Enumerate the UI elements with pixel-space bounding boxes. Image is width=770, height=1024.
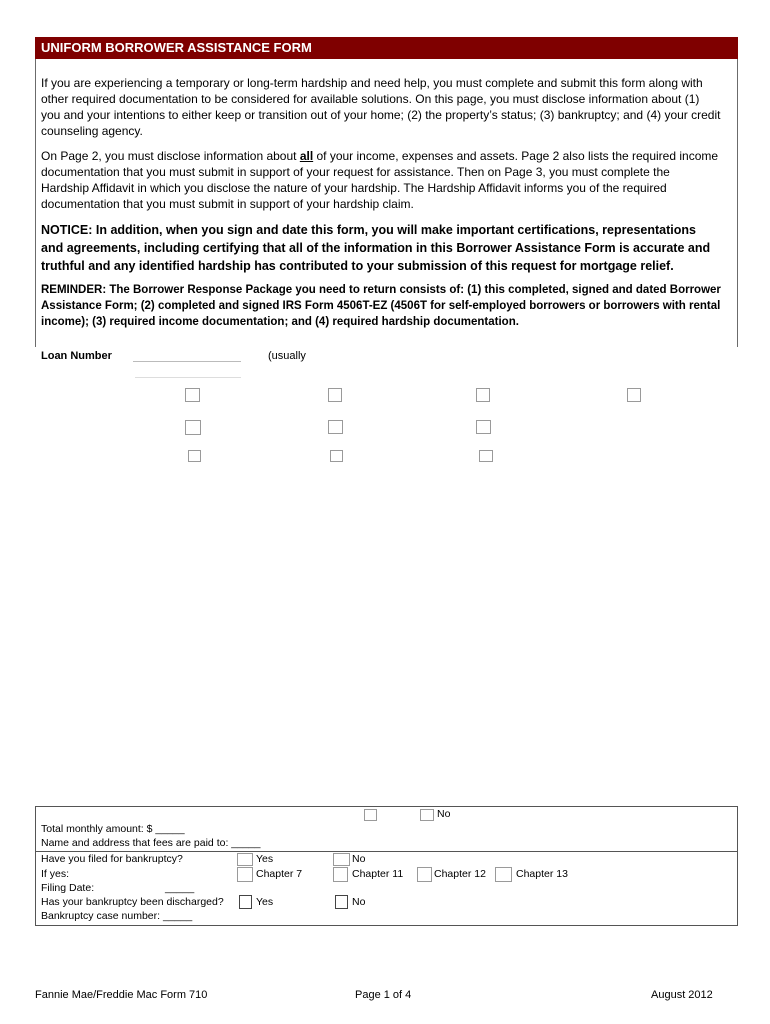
checkbox[interactable] — [330, 450, 343, 462]
form-identifier: Fannie Mae/Freddie Mac Form 710 — [35, 989, 208, 1001]
no-label: No — [437, 808, 451, 820]
case-number: Bankruptcy case number: _____ — [41, 910, 193, 922]
form-title: UNIFORM BORROWER ASSISTANCE FORM — [35, 37, 738, 59]
chapter11-label: Chapter 11 — [352, 868, 404, 880]
filing-date-label: Filing Date: — [41, 882, 95, 894]
checkbox[interactable] — [479, 450, 493, 462]
chapter12-label: Chapter 12 — [434, 868, 486, 880]
discharged-yes-checkbox[interactable] — [239, 895, 252, 909]
checkbox[interactable] — [627, 388, 641, 402]
no-checkbox[interactable] — [420, 809, 434, 821]
checkbox[interactable] — [185, 388, 200, 402]
divider — [35, 851, 738, 852]
checkbox[interactable] — [364, 809, 377, 821]
filed-no-label: No — [352, 853, 366, 865]
loan-number-field-underline — [135, 377, 241, 378]
intro-paragraph-2: On Page 2, you must disclose information about all of your income, expenses and assets. Page 2 also lists the required income documentation that you must submit in support of your request for assistance. Then on Page 3, you must complete the Hardship Affidavit in which you disclose the nature of your hardship. The Hardship Affidavit informs you of the required documentation that you must submit in support of your hardship claim. — [41, 149, 719, 211]
filed-no-checkbox[interactable] — [333, 853, 350, 866]
filed-yes-checkbox[interactable] — [237, 853, 253, 866]
if-yes-label: If yes: — [41, 868, 70, 880]
checkbox[interactable] — [476, 420, 491, 434]
checkbox[interactable] — [188, 450, 201, 462]
page-number: Page 1 of 4 — [355, 989, 412, 1001]
checkbox[interactable] — [328, 420, 343, 434]
chapter13-label: Chapter 13 — [516, 868, 568, 880]
form-date: August 2012 — [651, 989, 713, 1001]
chapter13-checkbox[interactable] — [495, 867, 512, 882]
reminder-paragraph: REMINDER: The Borrower Response Package you need to return consists of: (1) this completed, signed and dated Borrower Assistance Form; (2) completed and signed IRS Form 4506T-EZ (4506T for self-employed borrowers or borrowers with rental income); (3) required income documentation; and (4) required hardship documentation. — [41, 284, 721, 328]
chapter11-checkbox[interactable] — [333, 867, 348, 882]
discharged-no-checkbox[interactable] — [335, 895, 348, 909]
checkbox[interactable] — [328, 388, 342, 402]
loan-number-note: (usually — [268, 350, 306, 362]
chapter7-label: Chapter 7 — [256, 868, 303, 880]
discharged-yes-label: Yes — [256, 896, 274, 908]
filing-date-field[interactable]: _____ — [165, 882, 195, 894]
checkbox[interactable] — [185, 420, 201, 435]
filed-bankruptcy-question: Have you filed for bankruptcy? — [41, 853, 183, 865]
chapter12-checkbox[interactable] — [417, 867, 432, 882]
checkbox[interactable] — [476, 388, 490, 402]
filed-yes-label: Yes — [256, 853, 274, 865]
fees-paid-to: Name and address that fees are paid to: _____ — [41, 837, 261, 849]
total-monthly-amount: Total monthly amount: $ _____ — [41, 823, 185, 835]
intro-paragraph-1: If you are experiencing a temporary or long-term hardship and need help, you must complete and submit this form along with other required documentation to be considered for available solutions. On this page, you must disclose information about (1) you and your intentions to either keep or transition out of your home; (2) the property’s status; (3) bankruptcy; and (4) your credit counseling agency. — [41, 76, 721, 138]
chapter7-checkbox[interactable] — [237, 867, 253, 882]
notice-paragraph: NOTICE: In addition, when you sign and date this form, you will make important certifications, representations and agreements, including certifying that all of the information in this Borrower Assistance Form is accurate and truthful and any identified hardship has contributed to your submission of this request for mortgage relief. — [41, 223, 711, 273]
loan-number-label: Loan Number — [41, 350, 112, 362]
discharged-no-label: No — [352, 896, 366, 908]
discharged-question: Has your bankruptcy been discharged? — [41, 896, 224, 908]
loan-number-field[interactable] — [133, 361, 241, 362]
emphasis-all: all — [299, 149, 314, 163]
